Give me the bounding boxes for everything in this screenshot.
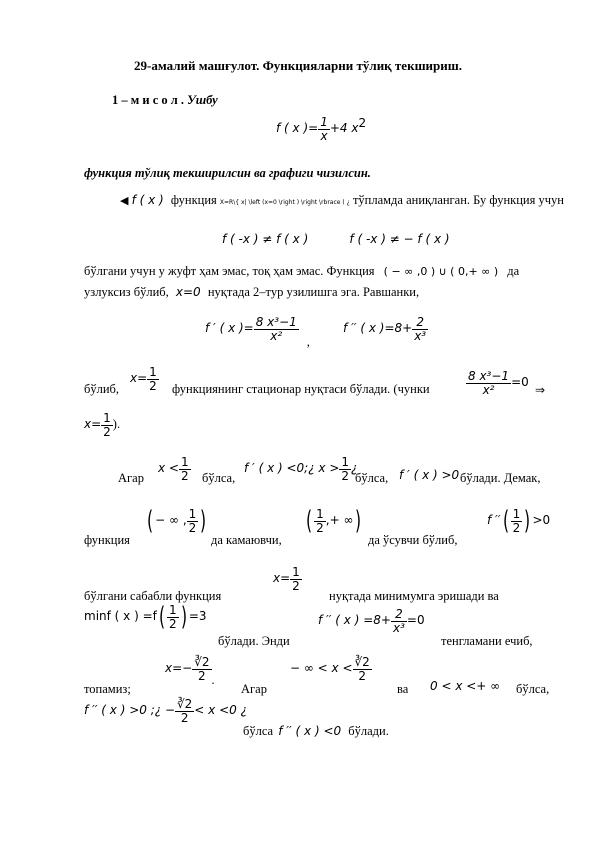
da-osuvchi: да ўсувчи бўлиб, [368,533,458,547]
stationary-x-2: x= $\frac{1}{2}$ ). [84,411,121,439]
fpp-frac: $\frac{2}{\text{x³}}$ [414,315,427,343]
word-agar: Агар [118,471,144,485]
stationary-text: функциянинг стационар нуқтаси бўлади. (чунки [172,382,430,396]
word-bulsa-3: бўлса, [516,682,550,696]
fprime-pos: f ′ ( x ) >0 [399,468,460,482]
example-intro: Ушбу [187,93,218,107]
min-value: minf ( x ) =f( $\frac{1}{2}$ ) =3 [84,602,207,633]
p2-start: бўлгани учун у жуфт ҳам эмас, тоқ ҳам эмас. Функция [84,264,375,278]
neg-interval: − ∞ < x < $\frac{∛2}{2}$ [290,655,370,683]
x-lt-half: x < $\frac{1}{2}$ [158,455,189,483]
word-funktsiya: функция [170,193,217,207]
stationary-x: x= $\frac{1}{2}$ [130,365,157,393]
fprime-neg: f ′ ( x ) <0;¿ x > $\frac{1}{2}$ ¿ [244,455,358,483]
example-heading [112,93,218,108]
domain-formula: X=R\{ x| \left (x=0 \right ) \right \rbrace ( ¿ [219,199,350,206]
word-agar-2: Агар [241,682,267,696]
fprime-frac: $\frac{\text{8 x³−1}}{\text{x²}}$ [255,315,297,343]
interval-increasing: ( $\frac{1}{2}$ ,+ ∞) [306,506,362,537]
interval-decreasing: ( − ∞ , $\frac{1}{2}$ ) [147,506,207,537]
fx: f ( x ) [131,193,164,207]
word-bulsa-2: бўлса, [355,471,389,485]
task-statement: функция тўлиқ текширилсин ва графиги чизилсин. [84,166,371,180]
line-min-b: нуқтада минимумга эришади ва [329,589,499,603]
domain-tail: тўпламда аниқланган. Бу функция учун [352,193,564,207]
fprime-lhs: f ′ ( x )= [205,320,254,335]
fpp-lhs: f ′′ ( x )=8+ [343,320,413,335]
p2-line2a: узлуксиз бўлиб, [84,285,169,299]
fpp-equation: f ′′ ( x ) =8+ $\frac{2}{\text{x³}}$ =0 [318,607,425,635]
derivatives: f ′ ( x )= $\frac{\text{8 x³−1}}{\text{x²}}$ , f ′′ ( x )=8+ $\frac{2}{\text{x³}}$ [205,315,427,349]
word-da: да [507,264,520,278]
topamiz: топамиз; [84,682,131,696]
word-funktsiya-2: функция [84,533,130,547]
p2-line2b: нуқтада 2–тур узилишга эга. Равшанки, [207,285,420,299]
ineq-1: f ( -x ) ≠ f ( x ) [222,232,309,246]
implies-icon: ⇒ [535,383,546,397]
para2-line1 [84,264,519,279]
page-title: 29-амалий машғулот. Функцияларни тўлиқ текшириш. [134,58,462,73]
example-label: 1 – м и с о л . [112,93,185,107]
last-line-text: бўлса f ′′ ( x ) <0 бўлади. [243,724,389,738]
triangle-icon: ◀ [120,194,129,207]
fpp-half-positive: f ′′( $\frac{1}{2}$ ) >0 [487,506,551,537]
ineq-2: f ( -x ) ≠ − f ( x ) [349,232,450,246]
tenglama: тенгламани ечиб, [441,634,533,648]
buladi-endi: бўлади. Энди [218,634,290,648]
func-frac: $\frac{1}{x}$ [320,115,328,143]
parity-line [222,232,450,247]
func-rest: +4 x [329,121,359,136]
line-min-a: бўлгани сабабли функция [84,589,222,603]
func-lhs: f ( x )= [276,121,319,136]
word-va: ва [397,682,409,696]
word-bulsa-1: бўлса, [202,471,236,485]
da-kamayuvchi: да камаювчи, [211,533,282,547]
domain-line [120,193,564,208]
word-bulib: бўлиб, [84,382,120,396]
root-x: x=− $\frac{∛2}{2}$ . [165,655,215,687]
pos-interval: 0 < x <+ ∞ [430,679,501,693]
min-point: x= $\frac{1}{2}$ [273,565,300,593]
function-definition: f ( x )= $\frac{1}{x}$ +4 $x^2$ [276,115,367,143]
interval-union: ( − ∞ ,0 ) ∪ ( 0,+ ∞ ) [383,265,499,278]
stationary-eq: $\frac{\text{8 x³−1}}{\text{x²}}$ =0 [468,369,529,397]
x-eq-0: x=0 [175,285,201,299]
last-line-formula: f ′′ ( x ) >0 ;¿ − $\frac{∛2}{2}$ < x <0 ¿ [84,697,247,725]
para2-line2 [84,285,419,300]
buladi-demak: бўлади. Демак, [460,471,541,485]
